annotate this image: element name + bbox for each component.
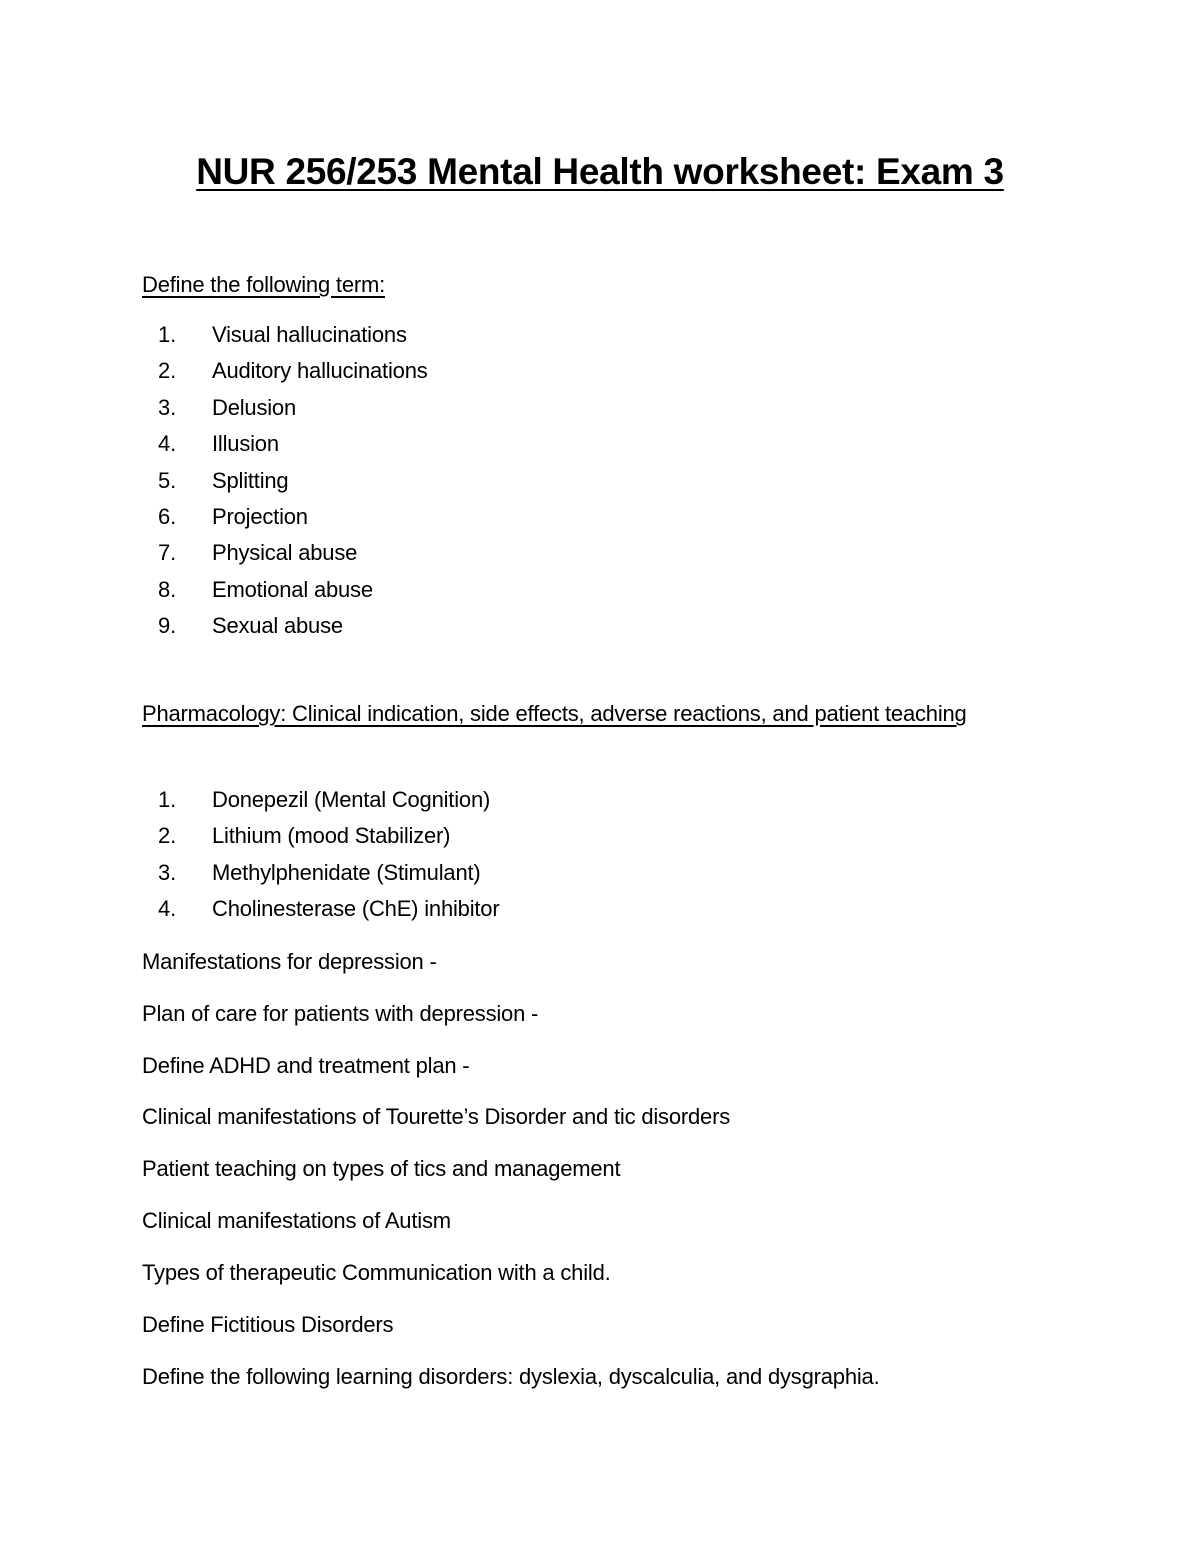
prompt-line: Clinical manifestations of Tourette’s Disorder and tic disorders — [142, 1104, 730, 1129]
list-item — [142, 855, 499, 891]
list-number: 1. — [158, 787, 176, 812]
list-text: Auditory hallucinations — [212, 358, 428, 384]
list-text: Physical abuse — [212, 540, 358, 566]
prompt-line: Manifestations for depression - — [142, 949, 437, 974]
list-text: Delusion — [212, 394, 297, 420]
list-item — [142, 499, 428, 535]
list-item — [142, 608, 428, 644]
list-item — [142, 353, 428, 389]
list-text: Lithium (mood Stabilizer) — [212, 823, 451, 849]
list-item — [142, 891, 499, 927]
section-heading-define-terms: Define the following term: — [142, 272, 386, 297]
list-number: 2. — [158, 823, 176, 849]
prompt-line: Define ADHD and treatment plan - — [142, 1053, 470, 1078]
list-number: 1. — [158, 322, 176, 347]
prompt-line: Plan of care for patients with depression - — [142, 1001, 539, 1026]
prompt-line: Patient teaching on types of tics and management — [142, 1156, 621, 1181]
list-text: Methylphenidate (Stimulant) — [212, 859, 481, 885]
list-item — [142, 782, 499, 818]
list-item — [142, 818, 499, 854]
list-number: 8. — [158, 576, 176, 602]
list-text: Splitting — [212, 467, 289, 493]
list-text: Cholinesterase (ChE) inhibitor — [212, 896, 500, 922]
terms-list — [142, 317, 428, 645]
list-text: Emotional abuse — [212, 576, 373, 602]
prompt-line: Define Fictitious Disorders — [142, 1312, 394, 1337]
list-item — [142, 535, 428, 571]
section-heading-pharmacology: Pharmacology: Clinical indication, side effects, adverse reactions, and patient teaching — [142, 701, 967, 726]
list-item — [142, 426, 428, 462]
list-number: 3. — [158, 394, 176, 420]
list-item — [142, 572, 428, 608]
list-text: Donepezil (Mental Cognition) — [212, 787, 491, 812]
pharmacology-list — [142, 782, 499, 928]
list-number: 6. — [158, 503, 176, 529]
list-number: 5. — [158, 467, 176, 493]
list-number: 4. — [158, 896, 176, 922]
list-text: Projection — [212, 503, 308, 529]
list-number: 9. — [158, 613, 176, 639]
list-number: 4. — [158, 431, 176, 457]
list-text: Visual hallucinations — [212, 322, 407, 347]
prompt-line: Define the following learning disorders: dyslexia, dyscalculia, and dysgraphia. — [142, 1364, 880, 1389]
list-number: 3. — [158, 859, 176, 885]
prompt-line: Types of therapeutic Communication with a child. — [142, 1260, 611, 1285]
list-number: 2. — [158, 358, 176, 384]
list-text: Sexual abuse — [212, 613, 343, 639]
list-number: 7. — [158, 540, 176, 566]
list-item — [142, 317, 428, 353]
document-title: NUR 256/253 Mental Health worksheet: Exam 3 — [196, 151, 1004, 192]
prompt-line: Clinical manifestations of Autism — [142, 1208, 451, 1233]
list-text: Illusion — [212, 431, 279, 457]
list-item — [142, 390, 428, 426]
list-item — [142, 463, 428, 499]
